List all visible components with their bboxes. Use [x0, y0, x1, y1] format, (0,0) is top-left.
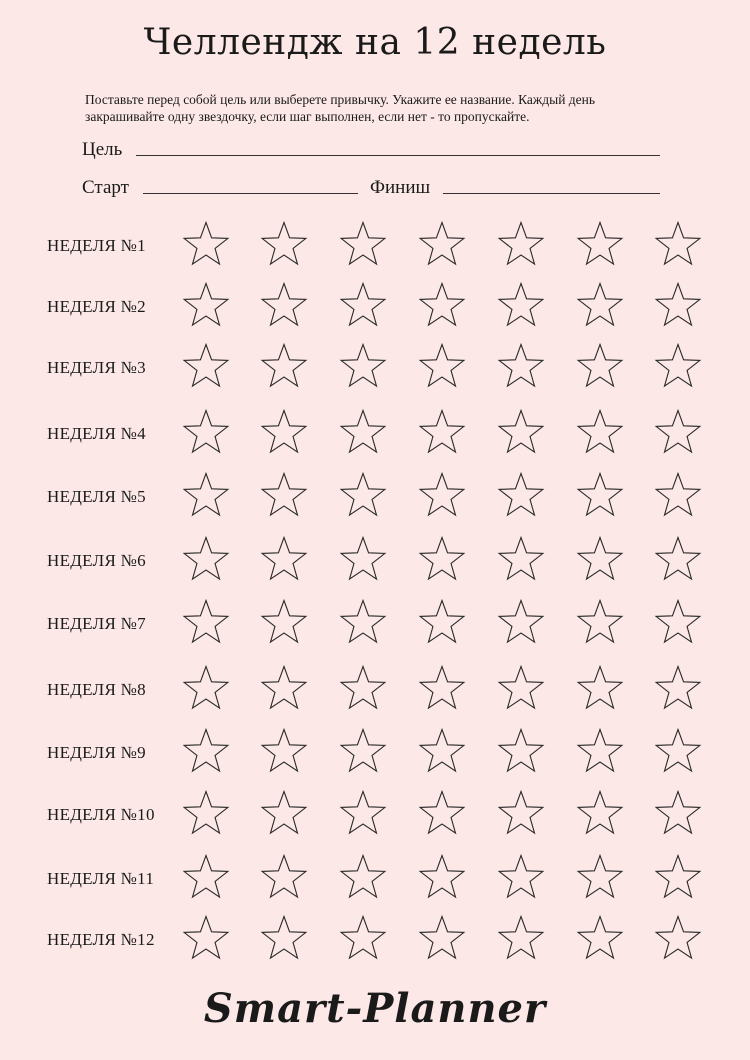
week-label-11: НЕДЕЛЯ №11: [47, 869, 155, 888]
star-outline-icon[interactable]: [181, 788, 231, 838]
star-outline-icon[interactable]: [653, 788, 703, 838]
star-outline-icon[interactable]: [496, 663, 546, 713]
star-outline-icon[interactable]: [259, 788, 309, 838]
week-label-12: НЕДЕЛЯ №12: [47, 930, 155, 949]
star-outline-icon[interactable]: [575, 788, 625, 838]
star-outline-icon[interactable]: [181, 852, 231, 902]
week-label-5: НЕДЕЛЯ №5: [47, 487, 146, 506]
star-outline-icon[interactable]: [575, 534, 625, 584]
star-outline-icon[interactable]: [417, 407, 467, 457]
star-outline-icon[interactable]: [338, 663, 388, 713]
star-outline-icon[interactable]: [259, 597, 309, 647]
star-outline-icon[interactable]: [496, 597, 546, 647]
star-outline-icon[interactable]: [653, 597, 703, 647]
star-outline-icon[interactable]: [575, 407, 625, 457]
star-outline-icon[interactable]: [181, 534, 231, 584]
star-outline-icon[interactable]: [259, 407, 309, 457]
star-outline-icon[interactable]: [496, 913, 546, 963]
brand-logo: Smart-Planner: [203, 985, 547, 1032]
star-outline-icon[interactable]: [417, 597, 467, 647]
star-outline-icon[interactable]: [338, 852, 388, 902]
star-outline-icon[interactable]: [653, 534, 703, 584]
star-outline-icon[interactable]: [259, 534, 309, 584]
star-outline-icon[interactable]: [338, 726, 388, 776]
star-outline-icon[interactable]: [653, 726, 703, 776]
week-label-9: НЕДЕЛЯ №9: [47, 743, 146, 762]
star-outline-icon[interactable]: [338, 219, 388, 269]
star-outline-icon[interactable]: [338, 407, 388, 457]
goal-label: Цель: [82, 139, 123, 160]
star-outline-icon[interactable]: [496, 534, 546, 584]
star-outline-icon[interactable]: [259, 852, 309, 902]
star-outline-icon[interactable]: [575, 852, 625, 902]
instructions-line-2: закрашивайте одну звездочку, если шаг выполнен, если нет - то пропускайте.: [85, 109, 530, 124]
week-label-6: НЕДЕЛЯ №6: [47, 551, 146, 570]
goal-line[interactable]: [136, 155, 660, 156]
star-outline-icon[interactable]: [181, 726, 231, 776]
star-outline-icon[interactable]: [181, 597, 231, 647]
instructions: [85, 91, 685, 125]
star-outline-icon[interactable]: [496, 470, 546, 520]
star-outline-icon[interactable]: [417, 341, 467, 391]
star-outline-icon[interactable]: [653, 407, 703, 457]
star-outline-icon[interactable]: [575, 726, 625, 776]
star-outline-icon[interactable]: [259, 913, 309, 963]
star-outline-icon[interactable]: [181, 663, 231, 713]
star-outline-icon[interactable]: [259, 341, 309, 391]
star-outline-icon[interactable]: [417, 788, 467, 838]
star-outline-icon[interactable]: [181, 913, 231, 963]
star-outline-icon[interactable]: [653, 913, 703, 963]
star-outline-icon[interactable]: [417, 663, 467, 713]
star-outline-icon[interactable]: [259, 470, 309, 520]
star-outline-icon[interactable]: [417, 852, 467, 902]
star-outline-icon[interactable]: [653, 341, 703, 391]
star-outline-icon[interactable]: [259, 663, 309, 713]
star-outline-icon[interactable]: [338, 341, 388, 391]
star-outline-icon[interactable]: [653, 852, 703, 902]
star-outline-icon[interactable]: [496, 788, 546, 838]
star-outline-icon[interactable]: [575, 913, 625, 963]
start-line[interactable]: [143, 193, 358, 194]
star-outline-icon[interactable]: [496, 407, 546, 457]
star-outline-icon[interactable]: [181, 407, 231, 457]
star-outline-icon[interactable]: [575, 341, 625, 391]
star-outline-icon[interactable]: [496, 341, 546, 391]
star-outline-icon[interactable]: [417, 470, 467, 520]
star-outline-icon[interactable]: [417, 534, 467, 584]
star-outline-icon[interactable]: [496, 219, 546, 269]
start-label: Старт: [82, 177, 129, 198]
star-outline-icon[interactable]: [417, 726, 467, 776]
star-outline-icon[interactable]: [575, 219, 625, 269]
star-outline-icon[interactable]: [653, 470, 703, 520]
page-title: Челлендж на 12 недель: [143, 22, 607, 63]
week-label-2: НЕДЕЛЯ №2: [47, 297, 146, 316]
star-outline-icon[interactable]: [259, 219, 309, 269]
finish-line[interactable]: [443, 193, 660, 194]
star-outline-icon[interactable]: [653, 280, 703, 330]
week-label-8: НЕДЕЛЯ №8: [47, 680, 146, 699]
star-outline-icon[interactable]: [338, 788, 388, 838]
week-label-4: НЕДЕЛЯ №4: [47, 424, 146, 443]
star-outline-icon[interactable]: [496, 280, 546, 330]
star-outline-icon[interactable]: [653, 219, 703, 269]
star-outline-icon[interactable]: [653, 663, 703, 713]
week-label-7: НЕДЕЛЯ №7: [47, 614, 146, 633]
week-label-10: НЕДЕЛЯ №10: [47, 805, 155, 824]
star-outline-icon[interactable]: [496, 852, 546, 902]
star-outline-icon[interactable]: [181, 470, 231, 520]
star-outline-icon[interactable]: [181, 341, 231, 391]
week-label-3: НЕДЕЛЯ №3: [47, 358, 146, 377]
star-outline-icon[interactable]: [417, 913, 467, 963]
star-outline-icon[interactable]: [181, 219, 231, 269]
star-outline-icon[interactable]: [338, 280, 388, 330]
star-outline-icon[interactable]: [575, 597, 625, 647]
star-outline-icon[interactable]: [575, 663, 625, 713]
star-outline-icon[interactable]: [575, 280, 625, 330]
star-outline-icon[interactable]: [338, 913, 388, 963]
star-outline-icon[interactable]: [417, 219, 467, 269]
star-outline-icon[interactable]: [338, 597, 388, 647]
star-outline-icon[interactable]: [417, 280, 467, 330]
star-outline-icon[interactable]: [259, 280, 309, 330]
star-outline-icon[interactable]: [338, 470, 388, 520]
star-outline-icon[interactable]: [338, 534, 388, 584]
star-outline-icon[interactable]: [259, 726, 309, 776]
finish-label: Финиш: [370, 177, 431, 198]
star-outline-icon[interactable]: [181, 280, 231, 330]
week-label-1: НЕДЕЛЯ №1: [47, 236, 146, 255]
star-outline-icon[interactable]: [496, 726, 546, 776]
instructions-line-1: Поставьте перед собой цель или выберете привычку. Укажите ее название. Каждый день: [85, 92, 596, 107]
star-outline-icon[interactable]: [575, 470, 625, 520]
